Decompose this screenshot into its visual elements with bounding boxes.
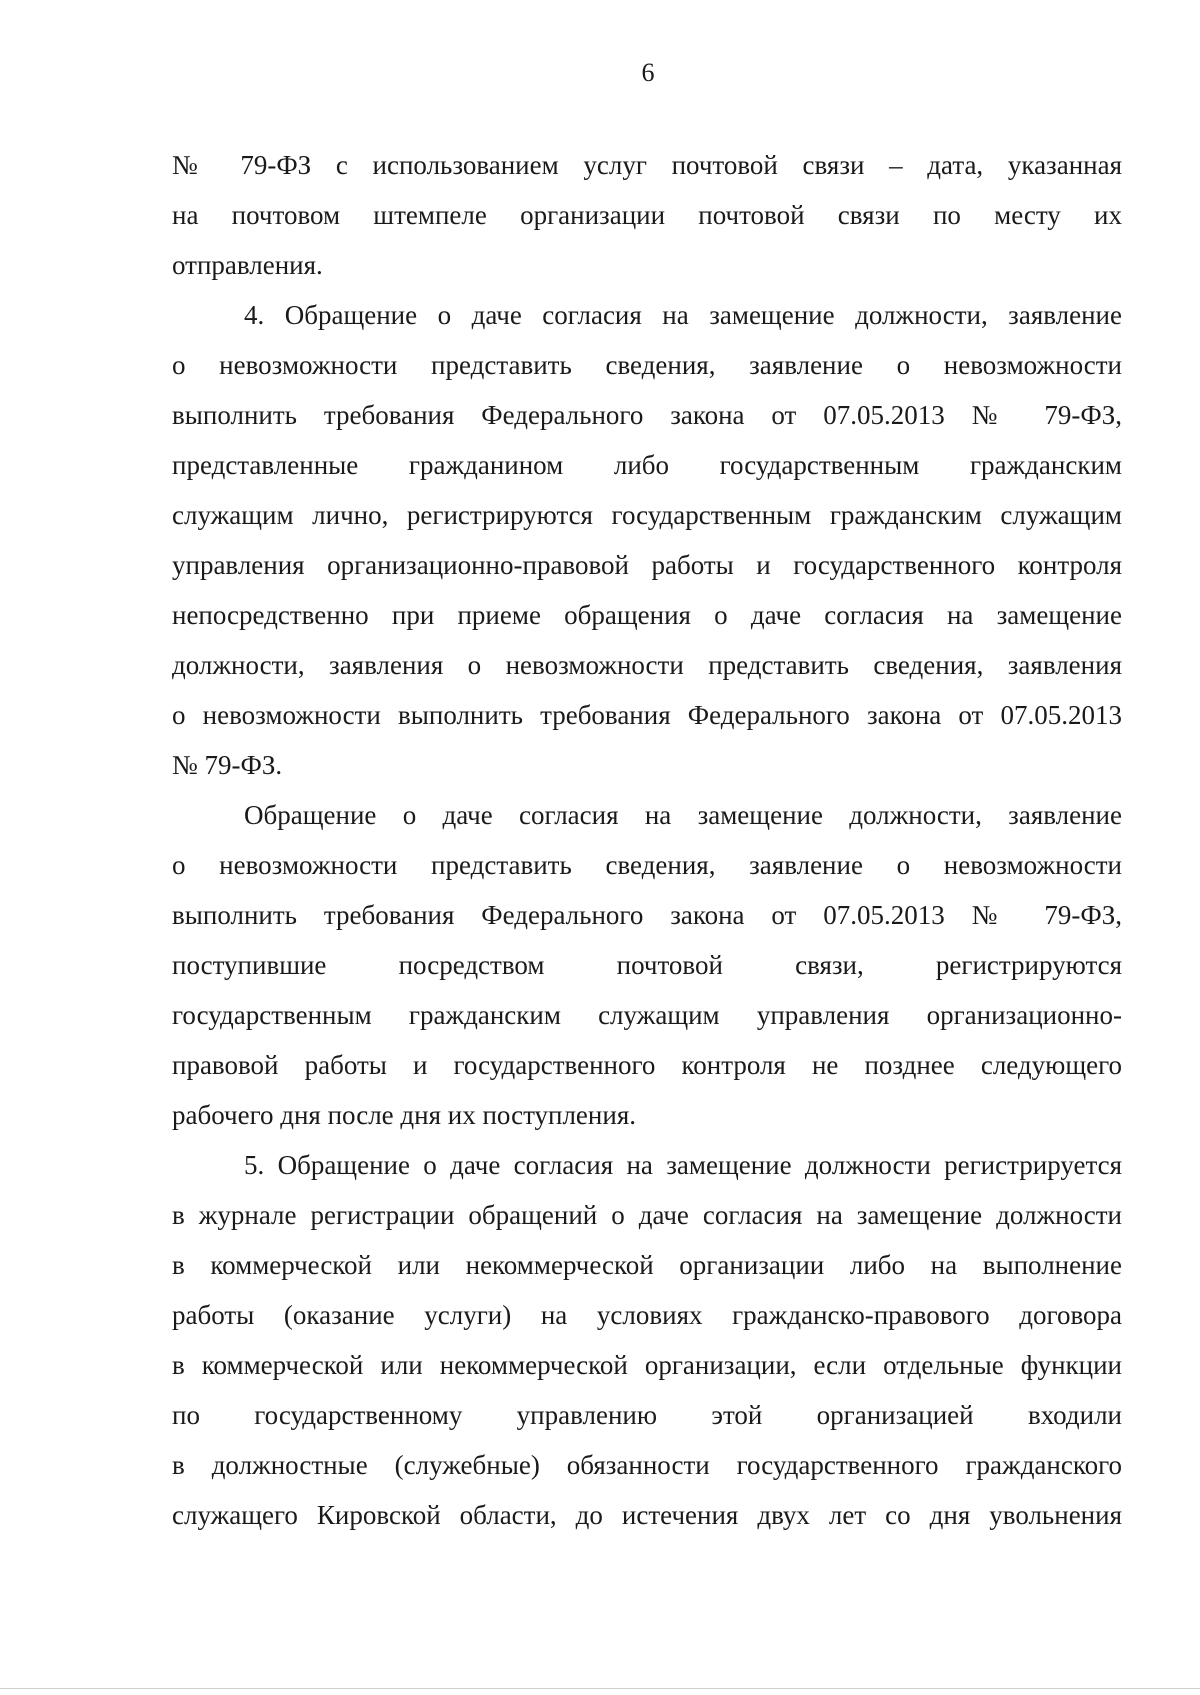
text-line: о невозможности представить сведения, заявление о невозможности	[172, 350, 1122, 380]
text-line: 5. Обращение о даче согласия на замещение должности регистрируется	[244, 1150, 1122, 1180]
text-line: должности, заявления о невозможности представить сведения, заявления	[172, 650, 1122, 680]
text-line: Обращение о даче согласия на замещение должности, заявление	[244, 800, 1122, 830]
text-line: представленные гражданином либо государственным гражданским	[172, 450, 1122, 480]
text-line: выполнить требования Федерального закона от 07.05.2013 № 79-ФЗ,	[172, 900, 1122, 930]
text-line: непосредственно при приеме обращения о даче согласия на замещение	[172, 600, 1122, 630]
text-line: в коммерческой или некоммерческой организации либо на выполнение	[172, 1250, 1122, 1280]
text-line: на почтовом штемпеле организации почтовой связи по месту их	[172, 200, 1122, 230]
text-line: служащим лично, регистрируются государственным гражданским служащим	[172, 500, 1122, 530]
text-line: по государственному управлению этой организацией входили	[172, 1400, 1122, 1430]
text-line: 4. Обращение о даче согласия на замещение должности, заявление	[244, 300, 1122, 330]
text-line: служащего Кировской области, до истечения двух лет со дня увольнения	[172, 1500, 1122, 1530]
text-line: № 79-ФЗ с использованием услуг почтовой связи – дата, указанная	[172, 150, 1122, 180]
text-line: поступившие посредством почтовой связи, регистрируются	[172, 950, 1122, 980]
text-line: правовой работы и государственного контроля не позднее следующего	[172, 1050, 1122, 1080]
text-line: о невозможности представить сведения, заявление о невозможности	[172, 850, 1122, 880]
text-line: управления организационно-правовой работы и государственного контроля	[172, 550, 1122, 580]
page-number: 6	[641, 58, 655, 87]
text-line: в коммерческой или некоммерческой организации, если отдельные функции	[172, 1350, 1122, 1380]
text-line: в должностные (служебные) обязанности государственного гражданского	[172, 1450, 1122, 1480]
text-line: работы (оказание услуги) на условиях гражданско-правового договора	[172, 1300, 1122, 1330]
text-line: в журнале регистрации обращений о даче согласия на замещение должности	[172, 1200, 1122, 1230]
document-body	[172, 140, 1122, 1540]
text-line: отправления.	[172, 250, 323, 280]
text-line: выполнить требования Федерального закона от 07.05.2013 № 79-ФЗ,	[172, 400, 1122, 430]
text-line: рабочего дня после дня их поступления.	[172, 1100, 636, 1130]
text-line: № 79-ФЗ.	[172, 750, 283, 780]
text-line: о невозможности выполнить требования Федерального закона от 07.05.2013	[172, 700, 1122, 730]
text-line: государственным гражданским служащим управления организационно-	[172, 1000, 1122, 1030]
page-bottom-edge	[0, 1688, 1200, 1689]
